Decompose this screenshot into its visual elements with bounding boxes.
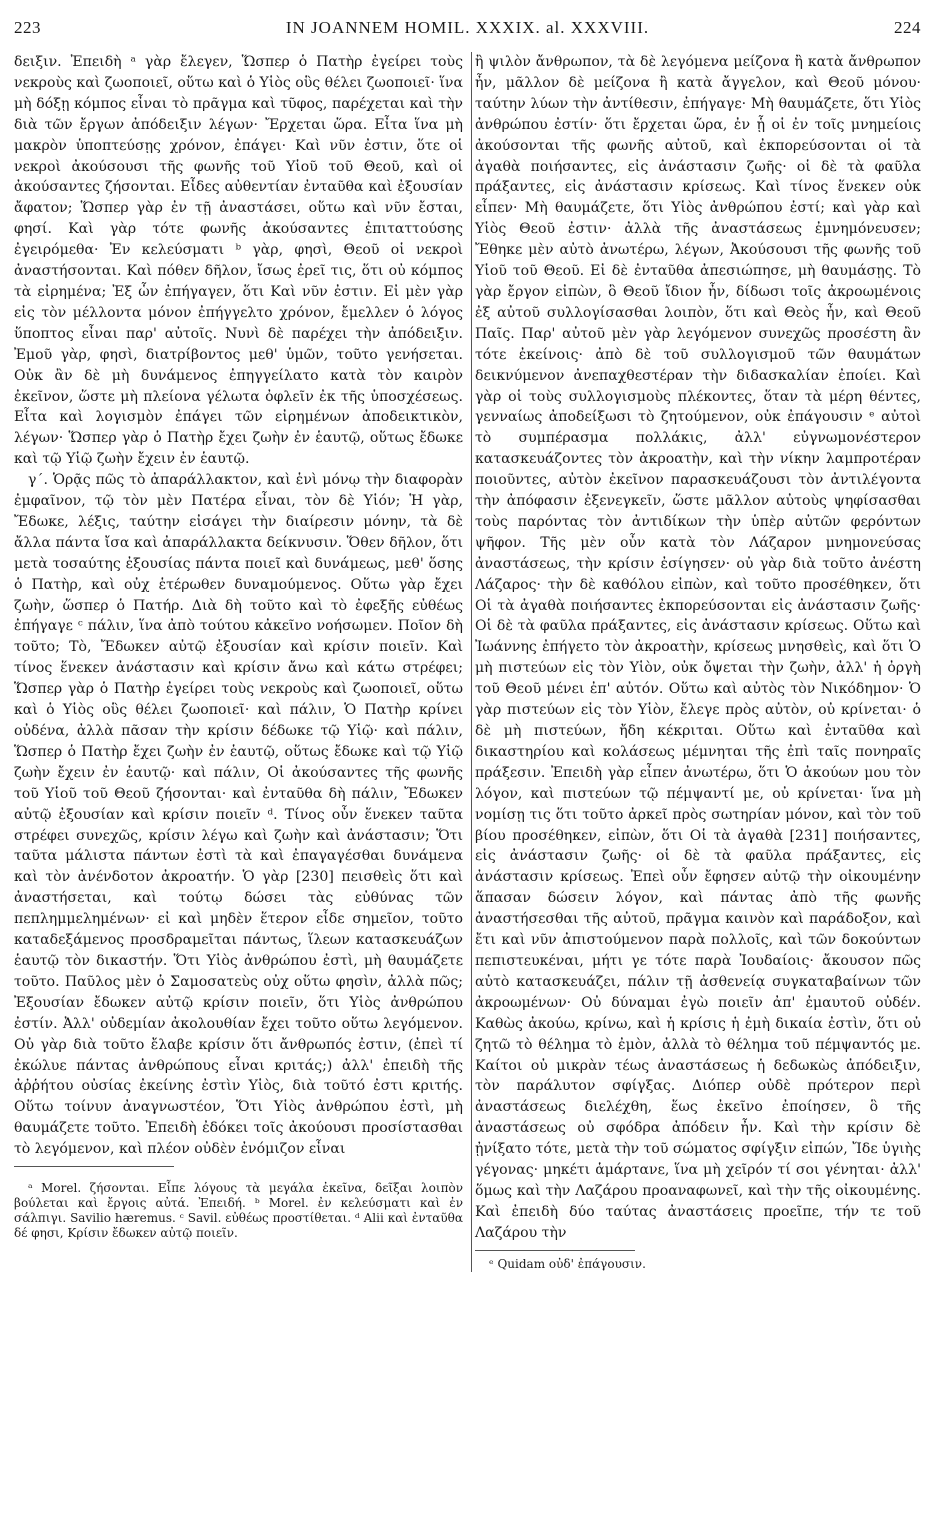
right-footnotes xyxy=(475,1257,921,1272)
running-head xyxy=(14,18,921,44)
footnote-rule xyxy=(14,1166,174,1167)
right-paragraph-1: ἢ ψιλὸν ἄνθρωπον, τὰ δὲ λεγόμενα μείζονα ἢ κατὰ ἄνθρωπον ἦν, μᾶλλον δὲ μείζονα ἢ κατὰ ἄγγελον, καὶ Θεοῦ μόνου· ταύτην λύων τὴν ἀντίθεσιν, ἐπήγαγε· Μὴ θαυμάζετε, ὅτι Υἱὸς ἀνθρώπου ἐστίν· ὅτι ἔρχεται ὥρα, ἐν ᾗ οἱ ἐν τοῖς μνημείοις ἀκούσονται τῆς φωνῆς αὐτοῦ, καὶ ἐκπορεύσονται οἱ τὰ ἀγαθὰ ποιήσαντες, εἰς ἀνάστασιν ζωῆς· οἱ δὲ τὰ φαῦλα πράξαντες, εἰς ἀνάστασιν κρίσεως. Καὶ τίνος ἕνεκεν οὐκ εἶπεν· Μὴ θαυμάζετε, ὅτι Υἱὸς ἀνθρώπου ἐστί; καὶ γὰρ καὶ Υἱὸς Θεοῦ ἐστιν· ἀλλὰ τῆς ἀναστάσεως ἐμνημόνευσεν; Ἔθηκε μὲν αὐτὸ ἀνωτέρω, λέγων, Ἀκούσουσι τῆς φωνῆς τοῦ Υἱοῦ τοῦ Θεοῦ. Εἰ δὲ ἐνταῦθα ἀπεσιώπησε, μὴ θαυμάσῃς. Τὸ γὰρ ἔργον εἰπὼν, ὃ Θεοῦ ἴδιον ἦν, δίδωσι τοῖς ἀκροωμένοις ἐξ αὐτοῦ συλλογίσασθαι λοιπὸν, ὅτι καὶ Θεὸς ἦν, καὶ Θεοῦ Παῖς. Παρ' αὐτοῦ μὲν γὰρ λεγόμενον συνεχῶς προσέστη ἂν τότε ἐκείνοις· ἀπὸ δὲ τοῦ συλλογισμοῦ τῶν θαυμάτων δεικνύμενον ἀνεπαχθεστέραν τὴν διδασκαλίαν ἐποίει. Καὶ γὰρ οἱ τοὺς συλλογισμοὺς πλέκοντες, ὅταν τὰ μέρη θέντες, γενναίως ἀποδείξωσι τὸ ζητούμενον, οὐκ ἐπάγουσιν ᵉ αὐτοὶ τὸ συμπέρασμα πολλάκις, ἀλλ' εὐγνωμονέστερον κατασκευάζοντες τὸν ἀκροατὴν, καὶ τὴν νίκην λαμπροτέραν ποιοῦντες, αὐτὸν ἐκεῖνον παρασκευάζουσι τὸν ἀντιλέγοντα τὴν ἀπόφασιν ἐξενεγκεῖν, ὥστε μᾶλλον αὐτοὺς ψηφίσασθαι τοὺς παρόντας τὸν ἀντιδίκων τὴν ὑπὲρ αὐτῶν φερόντων ψῆφον. Τῆς μὲν οὖν κατὰ τὸν Λάζαρον μνημονεύσας ἀναστάσεως, τὴν κρίσιν ἐσίγησεν· οὐ γὰρ διὰ τοῦτο ἀνέστη Λάζαρος· τὴν δὲ καθόλου εἰπὼν, καὶ τοῦτο προσέθηκεν, ὅτι Οἱ τὰ ἀγαθὰ ποιήσαντες ἐκπορεύσονται εἰς ἀνάστασιν ζωῆς· Οἱ δὲ τὰ φαῦλα πράξαντες, εἰς ἀνάστασιν κρίσεως. Οὕτω καὶ Ἰωάννης ἐπήγετο τὸν ἀκροατὴν, κρίσεως μνησθεὶς, καὶ ὅτι Ὁ μὴ πιστεύων εἰς τὸν Υἱὸν, οὐκ ὄψεται τὴν ζωὴν, ἀλλ' ἡ ὀργὴ τοῦ Θεοῦ μένει ἐπ' αὐτόν. Οὕτω καὶ αὐτὸς τὸν Νικόδημον· Ὁ γὰρ πιστεύων εἰς τὸν Υἱὸν, ἔλεγε πρὸς αὐτὸν, οὐ κρίνεται· ὁ δὲ μὴ πιστεύων, ἤδη κέκριται. Οὕτω καὶ ἐνταῦθα καὶ δικαστηρίου καὶ κολάσεως μέμνηται τῆς ἐπὶ ταῖς πονηραῖς πράξεσιν. Ἐπειδὴ γὰρ εἶπεν ἀνωτέρω, ὅτι Ὁ ἀκούων μου τὸν λόγον, καὶ πιστεύων τῷ πέμψαντί με, οὐ κρίνεται· ἵνα μὴ νομίσῃ τις ὅτι τοῦτο ἀρκεῖ πρὸς σωτηρίαν μόνον, καὶ τὸν τοῦ βίου προσέθηκεν, εἰπὼν, ὅτι Οἱ τὰ ἀγαθὰ [231] ποιήσαντες, εἰς ἀνάστασιν ζωῆς· οἱ δὲ τὰ φαῦλα πράξαντες, εἰς ἀνάστασιν κρίσεως. Ἐπεὶ οὖν ἔφησεν αὐτῷ τὴν οἰκουμένην ἅπασαν δώσειν λόγον, καὶ πάντας ἀπὸ τῆς φωνῆς ἀναστήσεσθαι τῆς αὐτοῦ, πρᾶγμα καινὸν καὶ παράδοξον, καὶ ἔτι καὶ νῦν ἀπιστούμενον παρὰ πολλοῖς, καὶ τῶν δοκούντων πεπιστευκέναι, μήτι γε τότε παρὰ Ἰουδαίοις· ἄκουσον πῶς αὐτὸ κατασκευάζει, πάλιν τῇ ἀσθενείᾳ συγκαταβαίνων τῶν ἀκροωμένων· Οὐ δύναμαι ἐγὼ ποιεῖν ἀπ' ἐμαυτοῦ οὐδέν. Καθὼς ἀκούω, κρίνω, καὶ ἡ κρίσις ἡ ἐμὴ δικαία ἐστὶν, ὅτι οὐ ζητῶ τὸ θέλημα τὸ ἐμὸν, ἀλλὰ τὸ θέλημα τοῦ πέμψαντός με. Καίτοι οὐ μικρὰν τέως ἀναστάσεως ἡ δεδωκὼς ἀπόδειξιν, τὸν παράλυτον σφίγξας. Διόπερ οὐδὲ πρότερον περὶ ἀναστάσεως διελέχθη, ἕως ἐκεῖνο ἐποίησεν, ὃ τῆς ἀναστάσεως οὐ σφόδρα ἀπόδειν ἦν. Καὶ τὴν κρίσιν δὲ ᾐνίξατο τότε, μετὰ τὴν τοῦ σώματος σφίγξιν εἰπών, Ἴδε ὑγιὴς γέγονας· μηκέτι ἁμάρτανε, ἵνα μὴ χεῖρόν τί σοι γένηται· ἀλλ' ὅμως καὶ τὴν Λαζάρου προαναφωνεῖ, καὶ τὴν τῆς οἰκουμένης. Καὶ ἐπειδὴ δύο ταύτας ἀναστάσεις προεῖπε, τήν τε τοῦ Λαζάρου τὴν xyxy=(475,54,921,1241)
footnote-rule-right xyxy=(475,1250,635,1251)
right-column xyxy=(475,52,921,1272)
running-title: IN JOANNEM HOMIL. XXXIX. al. XXXVIII. xyxy=(285,18,650,37)
left-footnotes xyxy=(14,1181,463,1241)
page-number-right: 224 xyxy=(893,18,921,37)
footnote-text-right: ᵉ Quidam οὐδ' ἐπάγουσιν. xyxy=(489,1256,646,1271)
left-column xyxy=(14,52,472,1272)
footnote-text: ᵃ Morel. ζήσονται. Εἶπε λόγους τὰ μεγάλα ἐκεῖνα, δεῖξαι λοιπὸν βούλεται καὶ ἔργοις αὐτά. Ἐπειδή. ᵇ Morel. ἐν κελεύσματι καὶ ἐν σάλπιγι. Savilio hæremus. ᶜ Savil. εὐθέως προστίθεται. ᵈ Alii καὶ ἐνταῦθα δέ φησι, Κρίσιν ἔδωκεν αὐτῷ ποιεῖν. xyxy=(14,1181,463,1241)
text-columns xyxy=(14,52,921,1272)
page-number-left: 223 xyxy=(14,18,41,37)
left-paragraph-1: δειξιν. Ἐπειδὴ ᵃ γὰρ ἔλεγεν, Ὥσπερ ὁ Πατὴρ ἐγείρει τοὺς νεκροὺς καὶ ζωοποιεῖ, οὕτω καὶ ὁ Υἱὸς οὓς θέλει ζωοποιεῖ· ἵνα μὴ δόξῃ κόμπος εἶναι τὸ πρᾶγμα καὶ τῦφος, παρέχεται καὶ τὴν διὰ τῶν ἔργων ἀπόδειξιν λέγων· Ἔρχεται ὥρα. Εἶτα ἵνα μὴ μακρὸν ὑποπτεύσῃς χρόνον, ἐπάγει· Καὶ νῦν ἐστιν, ὅτε οἱ νεκροὶ ἀκούσουσι τῆς φωνῆς τοῦ Υἱοῦ τοῦ Θεοῦ, καὶ οἱ ἀκούσαντες ζήσονται. Εἶδες αὐθεντίαν ἐνταῦθα καὶ ἐξουσίαν ἄφατον; Ὥσπερ γὰρ ἐν τῇ ἀναστάσει, οὕτω καὶ νῦν ἔσται, φησί. Καὶ γὰρ τότε φωνῆς ἀκούσαντες ἐπιταττούσης ἐγειρόμεθα· Ἐν κελεύσματι ᵇ γὰρ, φησὶ, Θεοῦ οἱ νεκροὶ ἀναστήσονται. Καὶ πόθεν δῆλον, ἴσως ἐρεῖ τις, ὅτι οὐ κόμπος τὰ εἰρημένα; Ἐξ ὧν ἐπήγαγεν, ὅτι Καὶ νῦν ἐστιν. Εἰ μὲν γὰρ εἰς τὸν μέλλοντα μόνον ἐπήγγελτο χρόνον, ἔμελλεν ὁ λόγος ὕποπτος εἶναι παρ' αὐτοῖς. Νυνὶ δὲ παρέχει τὴν ἀπόδειξιν. Ἐμοῦ γὰρ, φησὶ, διατρίβοντος μεθ' ὑμῶν, τοῦτο γενήσεται. Οὐκ ἂν δὲ μὴ δυνάμενος ἐπηγγείλατο κατὰ τὸν καιρὸν ἐκεῖνον, ὥστε μὴ πλείονα γέλωτα ὀφλεῖν ἐκ τῆς ὑποσχέσεως. Εἶτα καὶ λογισμὸν ἐπάγει τῶν εἰρημένων ἀποδεικτικὸν, λέγων· Ὥσπερ γὰρ ὁ Πατὴρ ἔχει ζωὴν ἐν ἑαυτῷ, οὕτως ἔδωκε καὶ τῷ Υἱῷ ζωὴν ἔχειν ἐν ἑαυτῷ. xyxy=(14,54,463,468)
left-paragraph-2: γ΄. Ὁρᾷς πῶς τὸ ἀπαράλλακτον, καὶ ἑνὶ μόνῳ τὴν διαφορὰν ἐμφαῖνον, τῷ τὸν μὲν Πατέρα εἶναι, τὸν δὲ Υἱόν; Ἡ γὰρ, Ἔδωκε, λέξις, ταύτην εἰσάγει τὴν διαίρεσιν μόνην, τὰ δὲ ἄλλα πάντα ἴσα καὶ ἀπαράλλακτα δείκνυσιν. Ὅθεν δῆλον, ὅτι μετὰ τοσαύτης ἐξουσίας πάντα ποιεῖ καὶ δυνάμεως, μεθ' ὅσης ὁ Πατὴρ, καὶ οὐχ ἑτέρωθεν δυναμούμενος. Οὕτω γὰρ ἔχει ζωὴν, ὥσπερ ὁ Πατήρ. Διὰ δὴ τοῦτο καὶ τὸ ἐφεξῆς εὐθέως ἐπήγαγε ᶜ πάλιν, ἵνα ἀπὸ τούτου κἀκεῖνο νοήσωμεν. Ποῖον δὴ τοῦτο; Τὸ, Ἔδωκεν αὐτῷ ἐξουσίαν καὶ κρίσιν ποιεῖν. Καὶ τίνος ἕνεκεν ἀνάστασιν καὶ κρίσιν ἄνω καὶ κάτω στρέφει; Ὥσπερ γὰρ ὁ Πατὴρ ἐγείρει τοὺς νεκροὺς καὶ ζωοποιεῖ, οὕτω καὶ ὁ Υἱὸς οὓς θέλει ζωοποιεῖ· καὶ πάλιν, Ὁ Πατὴρ κρίνει οὐδένα, ἀλλὰ πᾶσαν τὴν κρίσιν δέδωκε τῷ Υἱῷ· καὶ πάλιν, Ὥσπερ ὁ Πατὴρ ἔχει ζωὴν ἐν ἑαυτῷ, οὕτως ἔδωκε καὶ τῷ Υἱῷ ζωὴν ἔχειν ἐν ἑαυτῷ· καὶ πάλιν, Οἱ ἀκούσαντες τῆς φωνῆς τοῦ Υἱοῦ τοῦ Θεοῦ ζήσονται· καὶ ἐνταῦθα δὴ πάλιν, Ἔδωκεν αὐτῷ ἐξουσίαν καὶ κρίσιν ποιεῖν ᵈ. Τίνος οὖν ἕνεκεν ταῦτα στρέφει συνεχῶς, κρίσιν λέγω καὶ ζωὴν καὶ ἀνάστασιν; Ὅτι ταῦτα μάλιστα πάντων ἐστὶ τὰ καὶ ἐπαγαγέσθαι δυνάμενα καὶ τὸν ἀνένδοτον ἀκροατήν. Ὁ γὰρ [230] πεισθεὶς ὅτι καὶ ἀναστήσεται, καὶ τούτῳ δώσει τὰς εὐθύνας τῶν πεπλημμελημένων· εἰ καὶ μηδὲν ἕτερον εἶδε σημεῖον, τοῦτο καταδεξάμενος προσδραμεῖται πάντως, ἵλεων κατασκευάζων ἑαυτῷ τὸν δικαστήν. Ὅτι Υἱὸς ἀνθρώπου ἐστὶ, μὴ θαυμάζετε τοῦτο. Παῦλος μὲν ὁ Σαμοσατεὺς οὐχ οὕτω φησὶν, ἀλλὰ πῶς; Ἐξουσίαν ἔδωκεν αὐτῷ κρίσιν ποιεῖν, ὅτι Υἱὸς ἀνθρώπου ἐστίν. Ἀλλ' οὐδεμίαν ἀκολουθίαν ἔχει τοῦτο οὕτω λεγόμενον. Οὐ γὰρ διὰ τοῦτο ἔλαβε κρίσιν ὅτι ἄνθρωπός ἐστιν, (ἐπεὶ τί ἐκώλυε πάντας ἀνθρώπους εἶναι κριτάς;) ἀλλ' ἐπειδὴ τῆς ἀῤῥήτου οὐσίας ἐκείνης ἐστὶν Υἱὸς, διὰ τοῦτό ἐστι κριτής. Οὕτω τοίνυν ἀναγνωστέον, Ὅτι Υἱὸς ἀνθρώπου ἐστὶ, μὴ θαυμάζετε τοῦτο. Ἐπειδὴ ἐδόκει τοῖς ἀκούουσι προσίστασθαι τὸ λεγόμενον, καὶ πλέον οὐδὲν ἐνόμιζον εἶναι xyxy=(14,472,463,1158)
